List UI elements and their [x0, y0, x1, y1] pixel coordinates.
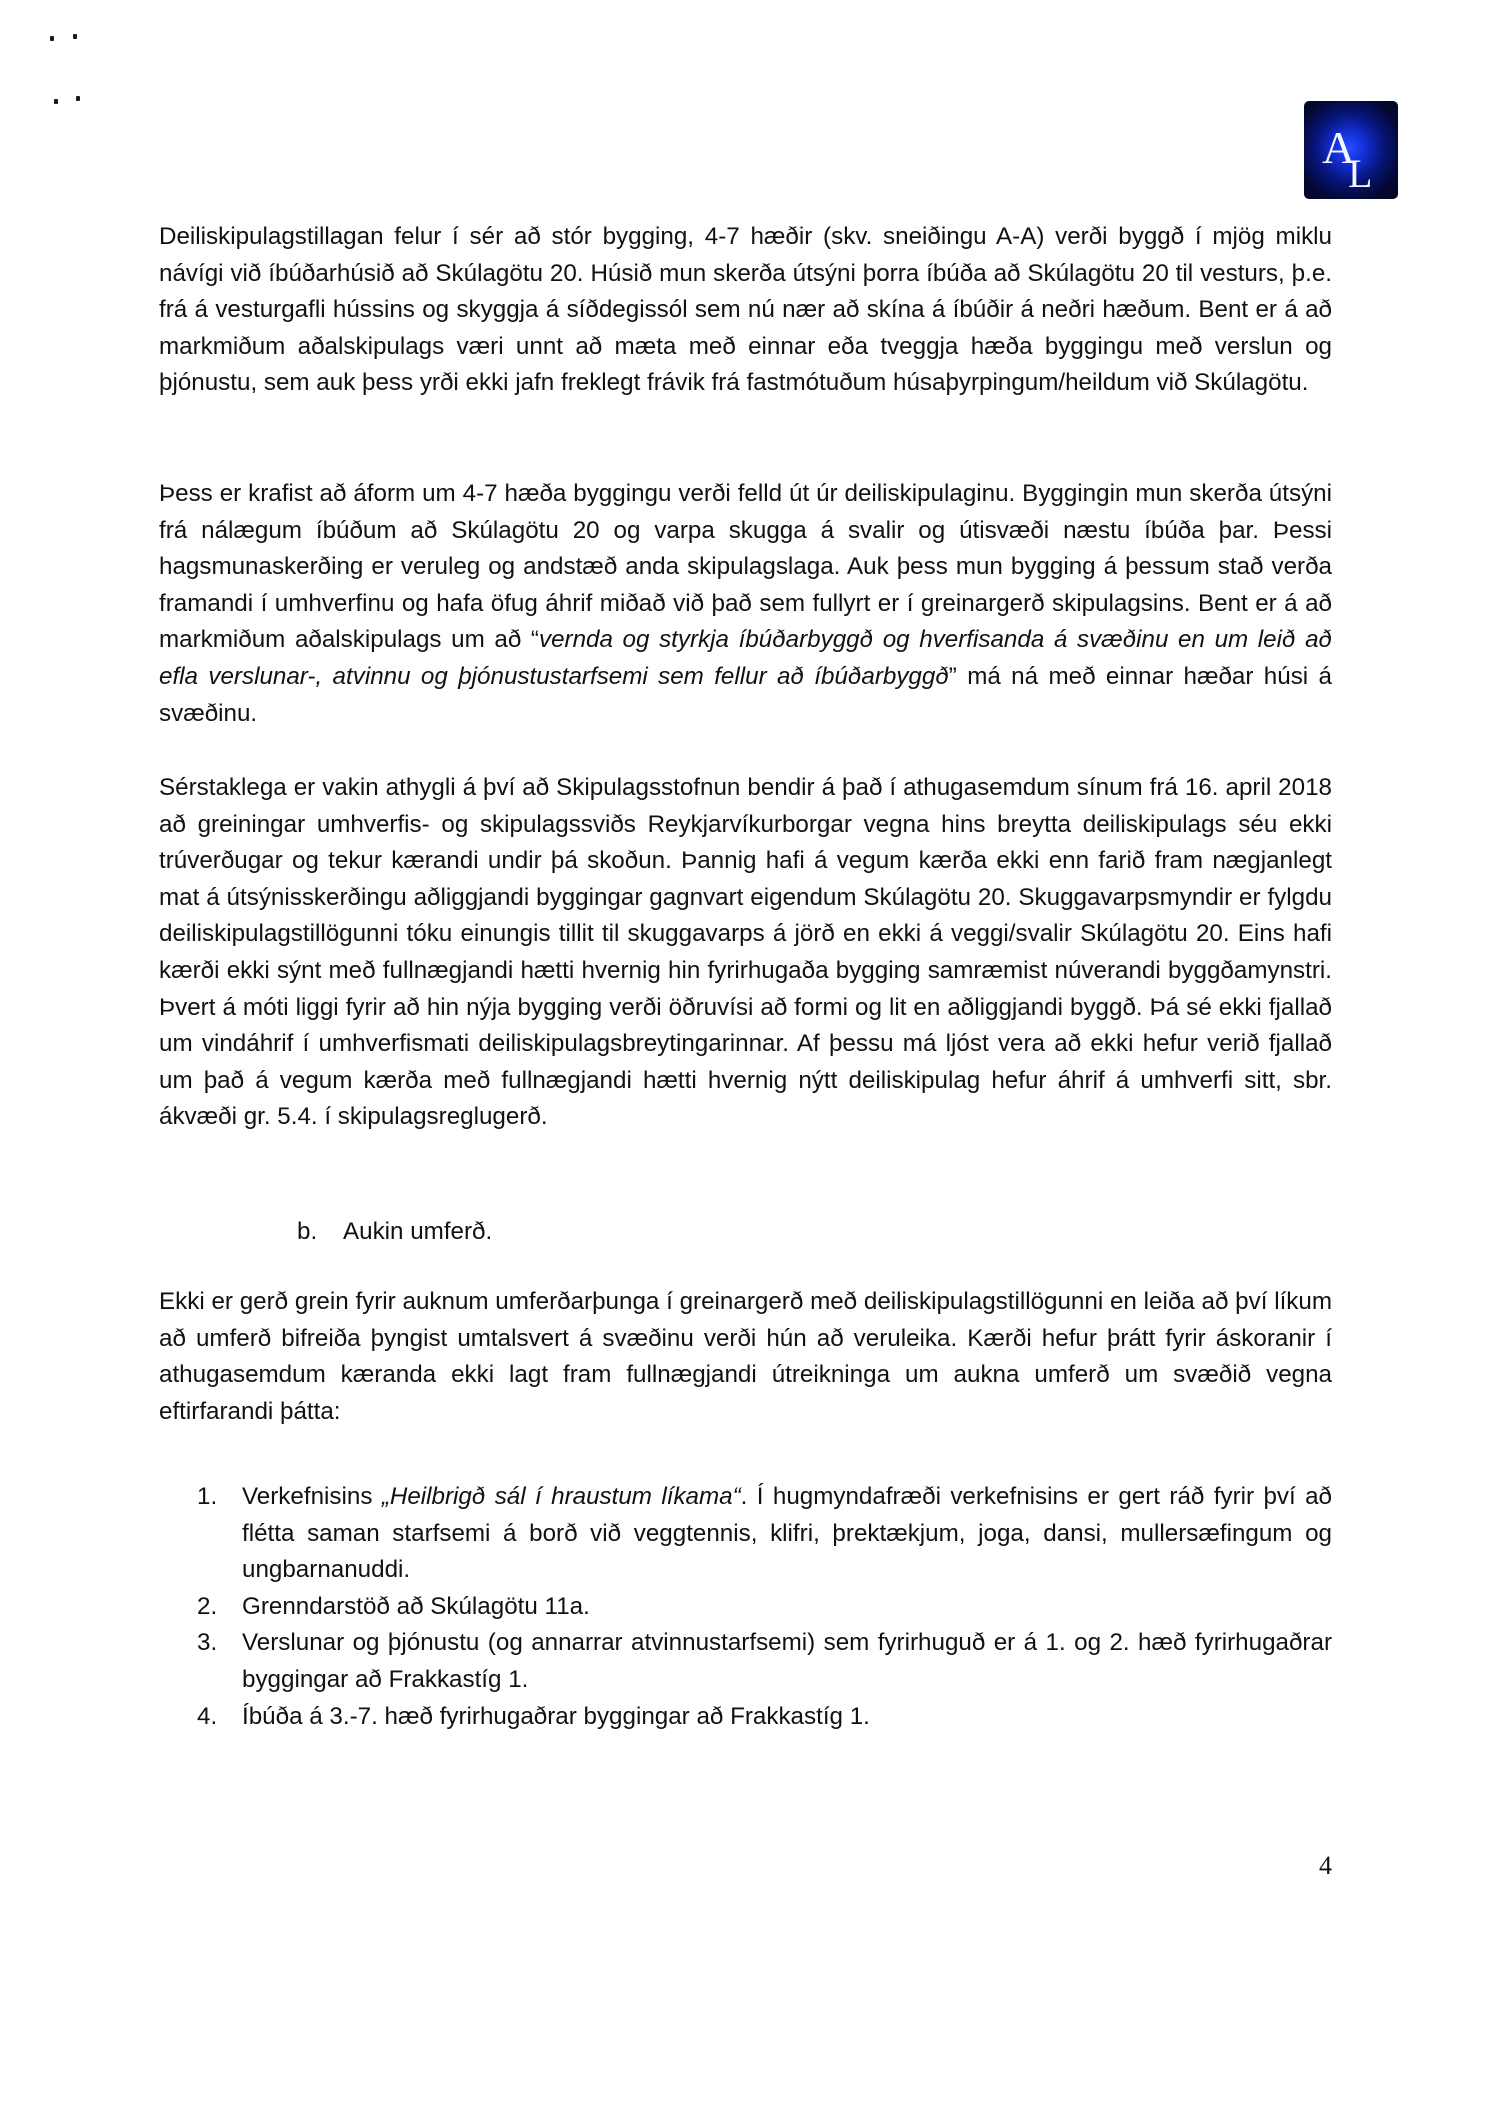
al-monogram-icon: [1304, 101, 1398, 199]
numbered-list: [159, 1479, 1332, 1735]
paragraph-3: Sérstaklega er vakin athygli á því að Skipulagsstofnun bendir á það í athugasemdum sínum frá 16. april 2018 að greiningar umhverfis- og skipulagssviðs Reykjarvíkurborgar vegna hins breytta deiliskipulags séu ekki trúverðugar og tekur kærandi undir þá skoðun. Þannig hafi á vegum kærða ekki enn farið fram nægjanlegt mat á útsýnisskerðingu aðliggjandi byggingar gagnvart eigendum Skúlagötu 20. Skuggavarpsmyndir er fylgdu deiliskipulagstillögunni tóku einungis tillit til skuggavarps á jörð en ekki á veggi/svalir Skúlagötu 20. Eins hafi kærði ekki sýnt með fullnægjandi hætti hvernig hin fyrirhugaða bygging samræmist núverandi byggðamynstri. Þvert á móti liggi fyrir að hin nýja bygging verði öðruvísi að formi og lit en aðliggjandi byggð. Þá sé ekki fjallað um vindáhrif í umhverfismati deiliskipulagsbreytingarinnar. Af þessu má ljóst vera að ekki hefur verið fjallað um það á vegum kærða með fullnægjandi hætti hvernig nýtt deiliskipulag hefur áhrif á umhverfi sitt, sbr. ákvæði gr. 5.4. í skipulagsreglugerð.: [159, 774, 1332, 1131]
list-item-number: 2.: [197, 1592, 218, 1620]
paragraph-2-quote: vernda og styrkja íbúðarbyggð og hverfisanda á svæðinu en um leið að efla verslunar-, atvinnu og þjónustustarfsemi sem fellur að íbúðarbyggð: [159, 626, 1332, 690]
section-heading-letter: b.: [297, 1218, 318, 1245]
list-item-number: 4.: [197, 1702, 218, 1730]
list-item: [159, 1699, 1332, 1736]
list-item: [159, 1479, 1332, 1589]
page-number: 4: [1319, 1851, 1332, 1880]
paragraph-4: Ekki er gerð grein fyrir auknum umferðarþunga í greinargerð með deiliskipulagstillögunni en leiða að því líkum að umferð bifreiða þyngist umtalsvert á svæðinu verði hún að veruleika. Kærði hefur þrátt fyrir áskoranir í athugasemdum kæranda ekki lagt fram fullnægjandi útreikninga um aukna umferð um svæðið vegna eftirfarandi þátta:: [159, 1288, 1332, 1425]
scan-artifact-dot: [54, 99, 58, 104]
scan-artifact-dot: [76, 96, 80, 101]
section-heading-title: Aukin umferð.: [343, 1218, 493, 1245]
scan-artifact-dot: [50, 36, 54, 41]
list-item-text: Verslunar og þjónustu (og annarrar atvinnustarfsemi) sem fyrirhuguð er á 1. og 2. hæð fyrirhugaðrar byggingar að Frakkastíg 1.: [242, 1629, 1332, 1693]
svg-text:A: A: [1322, 122, 1356, 173]
paragraph-2-text: Þess er krafist að áform um 4-7 hæða byggingu verði felld út úr deiliskipulaginu. Byggingin mun skerða útsýni frá nálægum íbúðum að Skúlagötu 20 og varpa skugga á svalir og útisvæði næstu íbúða þar. Þessi hagsmunaskerðing er veruleg og andstæð anda skipulagslaga. Auk þess mun bygging á þessum stað verða framandi í umhverfinu og hafa öfug áhrif miðað við það sem fullyrt er í greinargerð skipulagsins. Bent er á að markmiðum aðalskipulags um að “: [159, 480, 1332, 654]
list-item-quote: „Heilbrigð sál í hraustum líkama“: [381, 1483, 741, 1510]
al-logo: [1304, 101, 1398, 199]
list-item-text: Verkefnisins: [242, 1483, 382, 1510]
list-item-text: Íbúða á 3.-7. hæð fyrirhugaðrar byggingar að Frakkastíg 1.: [242, 1702, 870, 1730]
list-item-number: 1.: [197, 1483, 218, 1510]
scan-artifact-dot: [73, 34, 77, 39]
svg-text:L: L: [1348, 151, 1373, 196]
list-item-text: Grenndarstöð að Skúlagötu 11a.: [242, 1592, 590, 1620]
paragraph-2: [159, 476, 1332, 732]
section-heading: [297, 1214, 492, 1251]
paragraph-2-text-end: ” má ná með einnar hæðar húsi á svæðinu.: [159, 662, 1332, 727]
paragraph-1: Deiliskipulagstillagan felur í sér að stór bygging, 4-7 hæðir (skv. sneiðingu A-A) verði byggð í mjög miklu návígi við íbúðarhúsið að Skúlagötu 20. Húsið mun skerða útsýni þorra íbúða að Skúlagötu 20 til vesturs, þ.e. frá á vesturgafli hússins og skyggja á síðdegissól sem nú nær að skína á íbúðir á neðri hæðum. Bent er á að markmiðum aðalskipulags væri unnt að mæta með einnar eða tveggja hæða byggingu með verslun og þjónustu, sem auk þess yrði ekki jafn freklegt frávik frá fastmótuðum húsaþyrpingum/heildum við Skúlagötu.: [159, 223, 1332, 397]
list-item: [159, 1625, 1332, 1698]
list-item: [159, 1589, 1332, 1626]
list-item-number: 3.: [197, 1629, 218, 1657]
list-item-text-end: . Í hugmyndafræði verkefnisins er gert ráð fyrir því að flétta saman starfsemi á borð við veggtennis, klifri, þrektækjum, joga, dansi, mullersæfingum og ungbarnanuddi.: [242, 1483, 1332, 1584]
